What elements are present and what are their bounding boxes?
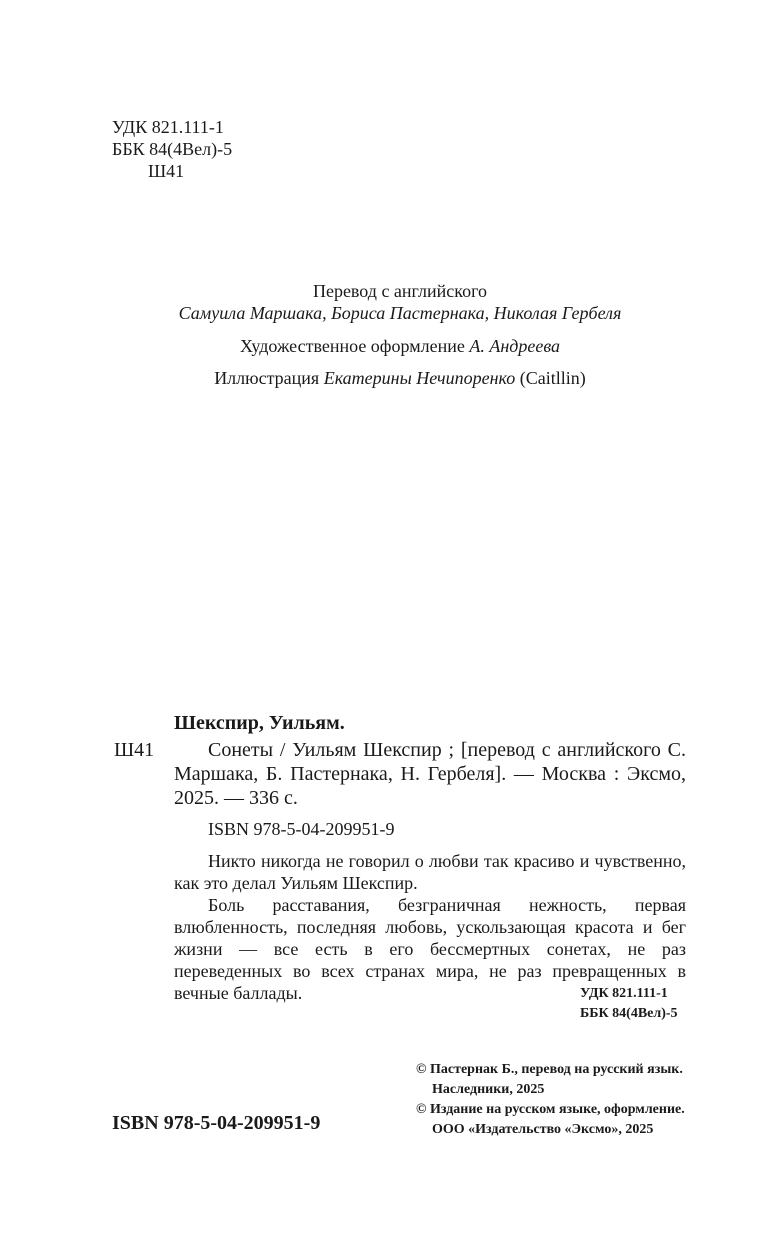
bib-description: Сонеты / Уильям Шекспир ; [перевод с английского С. Маршака, Б. Пастернака, Н. Гербеля]. — Москва : Эксмо, 2025. — 336 с.	[174, 739, 686, 809]
bib-bbk: ББК 84(4Вел)-5	[580, 1006, 678, 1021]
bib-author-mark: Ш41	[114, 739, 155, 761]
footer-isbn: ISBN 978-5-04-209951-9	[112, 1112, 321, 1134]
credits-block	[100, 280, 700, 389]
bib-heading: Шекспир, Уильям.	[174, 712, 345, 734]
copyright-block	[416, 1060, 685, 1140]
bib-udk: УДК 821.111-1	[580, 986, 668, 1001]
illustration-credit	[100, 367, 700, 389]
translators: Самуила Маршака, Бориса Пастернака, Николая Гербеля	[178, 303, 622, 323]
copyright-line-2: Наследники, 2025	[432, 1082, 545, 1097]
design-label: Художественное оформление	[239, 336, 465, 356]
illustration-label: Иллюстрация	[214, 368, 320, 388]
design-credit	[100, 335, 700, 357]
copyright-line-4: ООО «Издательство «Эксмо», 2025	[432, 1122, 654, 1137]
bib-isbn: ISBN 978-5-04-209951-9	[208, 819, 395, 839]
copyright-line-1: © Пастернак Б., перевод на русский язык.	[416, 1062, 683, 1077]
illustration-name: Екатерины Нечипоренко	[323, 368, 516, 388]
author-mark: Ш41	[148, 161, 185, 181]
bbk-code: ББК 84(4Вел)-5	[112, 139, 233, 159]
copyright-line-3: © Издание на русском языке, оформление.	[416, 1102, 685, 1117]
annotation-paragraph-1: Никто никогда не говорил о любви так красиво и чувственно, как это делал Уильям Шекспир.	[174, 851, 686, 893]
design-name: А. Андреева	[469, 336, 561, 356]
classification-block	[112, 116, 232, 182]
annotation-paragraph-2: Боль расставания, безграничная нежность, первая влюбленность, последняя любовь, ускользающая красота и бег жизни — все есть в его бессмертных сонетах, не раз переведенных во всех странах мира, не раз превращенных в вечные баллады.	[174, 895, 686, 1003]
translation-label: Перевод с английского	[312, 281, 488, 301]
bib-codes	[580, 984, 678, 1024]
udk-code: УДК 821.111-1	[112, 117, 224, 137]
illustration-alias: (Caitllin)	[519, 368, 586, 388]
